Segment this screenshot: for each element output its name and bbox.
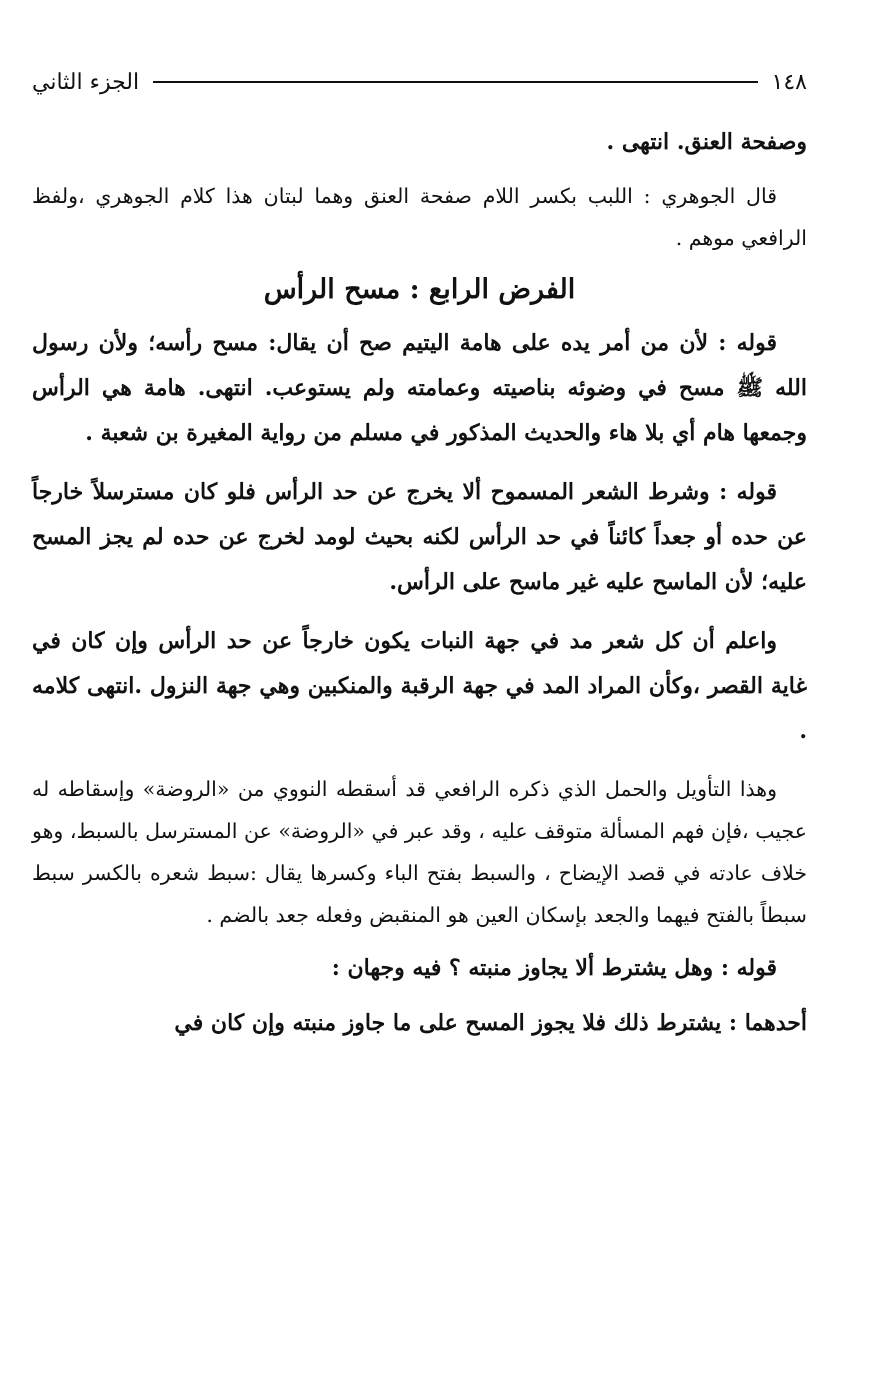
page-number: ١٤٨ <box>771 69 807 95</box>
section-heading: الفرض الرابع : مسح الرأس <box>263 274 576 305</box>
paragraph-hair-direction: واعلم أن كل شعر مد في جهة النبات يكون خارجاً عن حد الرأس وإن كان في غاية القصر ،وكأن المراد المد في جهة الرقبة والمنكبين وهي جهة النزول .انتهى كلامه . <box>32 628 807 744</box>
paragraph-first-opinion: أحدهما : يشترط ذلك فلا يجوز المسح على ما جاوز منبته وإن كان في <box>174 1010 807 1036</box>
paragraph-two-opinions: قوله : وهل يشترط ألا يجاوز منبته ؟ فيه وجهان : <box>331 955 777 981</box>
paragraph-continuation: وصفحة العنق. انتهى . <box>606 129 807 155</box>
book-part-title: الجزء الثاني <box>32 69 140 95</box>
paragraph-masah-quote: قوله : لأن من أمر يده على هامة اليتيم صح أن يقال: مسح رأسه؛ ولأن رسول الله ﷺ مسح في وضوئه بناصيته وعمامته ولم يستوعب. انتهى. هامة هي الرأس وجمعها هام أي بلا هاء والحديث المذكور في مسلم من رواية المغيرة بن شعبة . <box>32 330 807 446</box>
paragraph-jawhari-quote: قال الجوهري : اللبب بكسر اللام صفحة العنق وهما لبتان هذا كلام الجوهري ،ولفظ الرافعي موهم . <box>32 184 807 250</box>
page-body <box>32 120 807 1046</box>
paragraph-commentary: وهذا التأويل والحمل الذي ذكره الرافعي قد أسقطه النووي من «الروضة» وإسقاطه له عجيب ،فإن فهم المسألة متوقف عليه ، وقد عبر في «الروضة» عن المسترسل بالسبط، وهو خلاف عادته في قصد الإيضاح ، والسبط بفتح الباء وكسرها يقال :سبط شعره بالكسر سبط سبطاً بالفتح فيهما والجعد بإسكان العين هو المنقبض وفعله جعد بالضم . <box>32 777 807 927</box>
document-page <box>32 62 807 1046</box>
paragraph-hair-condition: قوله : وشرط الشعر المسموح ألا يخرج عن حد الرأس فلو كان مسترسلاً خارجاً عن حده أو جعداً كائناً في حد الرأس لكنه بحيث لومد لخرج عن حده لم يجز المسح عليه؛ لأن الماسح عليه غير ماسح على الرأس. <box>32 479 807 595</box>
running-header <box>32 62 807 102</box>
header-rule <box>153 81 757 83</box>
